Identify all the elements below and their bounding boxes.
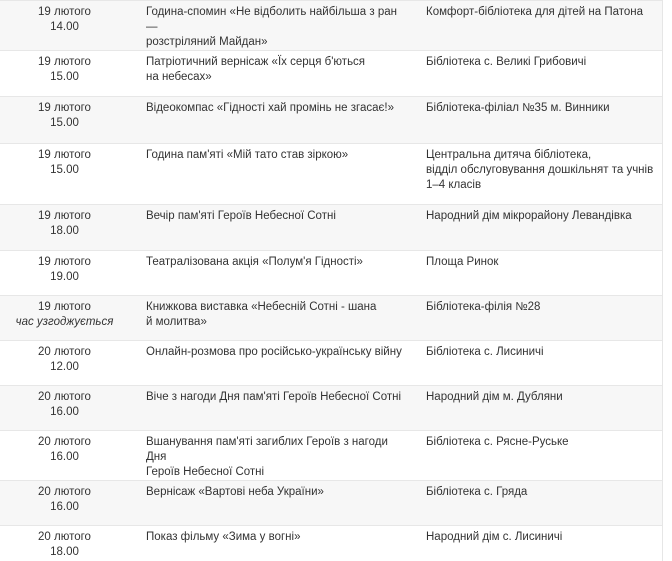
- event-title-line: на небесах»: [146, 71, 212, 83]
- event-title-line: Година пам'яті «Мій тато став зіркою»: [146, 149, 349, 161]
- table-row: [0, 341, 663, 386]
- table-row: [0, 386, 663, 431]
- event-title-line: Віче з нагоди Дня пам'яті Героїв Небесної Сотні: [146, 391, 402, 403]
- event-cell: [133, 431, 413, 481]
- event-cell: [133, 1, 413, 51]
- date-cell: [0, 97, 133, 144]
- event-time: 12.00: [50, 361, 79, 373]
- event-title-line: Книжкова виставка «Небесній Сотні - шана: [146, 301, 377, 313]
- place-cell: [413, 296, 663, 341]
- date-cell: [0, 51, 133, 97]
- event-place-line: Бібліотека-філіал №35 м. Винники: [426, 102, 610, 114]
- event-cell: [133, 144, 413, 205]
- event-date: 20 лютого: [38, 486, 91, 498]
- date-cell: [0, 144, 133, 205]
- table-row: [0, 296, 663, 341]
- event-time: 19.00: [50, 271, 79, 283]
- date-cell: [0, 341, 133, 386]
- place-cell: [413, 341, 663, 386]
- table-row: [0, 51, 663, 97]
- place-cell: [413, 1, 663, 51]
- date-cell: [0, 205, 133, 251]
- event-title-line: Відеокомпас «Гідності хай промінь не згасає!»: [146, 102, 394, 114]
- place-cell: [413, 51, 663, 97]
- event-title-line: Вечір пам'яті Героїв Небесної Сотні: [146, 210, 336, 222]
- place-cell: [413, 205, 663, 251]
- table-row: [0, 251, 663, 296]
- event-date: 20 лютого: [38, 391, 91, 403]
- event-title-line: й молитва»: [146, 316, 207, 328]
- event-place-line: Бібліотека с. Рясне-Руське: [426, 436, 569, 448]
- event-time: 18.00: [50, 546, 79, 558]
- event-date: 19 лютого: [38, 301, 91, 313]
- event-cell: [133, 526, 413, 561]
- event-title-line: Вшанування пам'яті загиблих Героїв з нагоди Дня: [146, 436, 388, 463]
- event-date: 20 лютого: [38, 346, 91, 358]
- event-cell: [133, 51, 413, 97]
- event-time: час узгоджується: [15, 316, 114, 328]
- table-row: [0, 144, 663, 205]
- event-time: 15.00: [50, 164, 79, 176]
- event-cell: [133, 97, 413, 144]
- event-time: 16.00: [50, 501, 79, 513]
- event-date: 19 лютого: [38, 56, 91, 68]
- place-cell: [413, 97, 663, 144]
- date-cell: [0, 251, 133, 296]
- event-date: 19 лютого: [38, 256, 91, 268]
- event-title-line: Онлайн-розмова про російсько-українську війну: [146, 346, 402, 358]
- place-cell: [413, 251, 663, 296]
- table-row: [0, 1, 663, 51]
- event-date: 19 лютого: [38, 102, 91, 114]
- event-place-line: Площа Ринок: [426, 256, 499, 268]
- event-title-line: Показ фільму «Зима у вогні»: [146, 531, 301, 543]
- event-date: 19 лютого: [38, 6, 91, 18]
- event-time: 15.00: [50, 71, 79, 83]
- event-title-line: Героїв Небесної Сотні: [146, 466, 265, 478]
- event-place-line: 1–4 класів: [426, 179, 482, 191]
- event-title-line: Година-спомин «Не відболить найбільша з ран —: [146, 6, 397, 33]
- table-row: [0, 431, 663, 481]
- events-table-body: [0, 1, 663, 561]
- place-cell: [413, 431, 663, 481]
- event-cell: [133, 341, 413, 386]
- event-cell: [133, 296, 413, 341]
- event-title-line: Патріотичний вернісаж «Їх серця б'ються: [146, 56, 366, 68]
- event-place-line: Народний дім м. Дубляни: [426, 391, 563, 403]
- date-cell: [0, 386, 133, 431]
- date-cell: [0, 431, 133, 481]
- event-time: 15.00: [50, 117, 79, 129]
- date-cell: [0, 1, 133, 51]
- event-place-line: Народний дім мікрорайону Левандівка: [426, 210, 632, 222]
- event-place-line: Народний дім с. Лисиничі: [426, 531, 563, 543]
- event-cell: [133, 205, 413, 251]
- event-place-line: Бібліотека с. Великі Грибовичі: [426, 56, 587, 68]
- event-date: 20 лютого: [38, 531, 91, 543]
- event-cell: [133, 386, 413, 431]
- table-row: [0, 97, 663, 144]
- date-cell: [0, 526, 133, 561]
- table-row: [0, 205, 663, 251]
- event-place-line: відділ обслуговування дошкільнят та учнів: [426, 164, 654, 176]
- event-time: 18.00: [50, 225, 79, 237]
- place-cell: [413, 386, 663, 431]
- event-date: 19 лютого: [38, 149, 91, 161]
- event-date: 19 лютого: [38, 210, 91, 222]
- event-place-line: Комфорт-бібліотека для дітей на Патона: [426, 6, 644, 18]
- place-cell: [413, 144, 663, 205]
- place-cell: [413, 526, 663, 561]
- event-place-line: Центральна дитяча бібліотека,: [426, 149, 592, 161]
- event-title-line: Вернісаж «Вартові неба України»: [146, 486, 324, 498]
- event-place-line: Бібліотека с. Лисиничі: [426, 346, 544, 358]
- event-cell: [133, 251, 413, 296]
- event-time: 16.00: [50, 406, 79, 418]
- place-cell: [413, 481, 663, 526]
- event-place-line: Бібліотека-філія №28: [426, 301, 541, 313]
- event-cell: [133, 481, 413, 526]
- table-row: [0, 481, 663, 526]
- event-time: 16.00: [50, 451, 79, 463]
- table-row: [0, 526, 663, 561]
- date-cell: [0, 296, 133, 341]
- event-title-line: Театралізована акція «Полум'я Гідності»: [146, 256, 363, 268]
- date-cell: [0, 481, 133, 526]
- event-place-line: Бібліотека с. Гряда: [426, 486, 528, 498]
- event-time: 14.00: [50, 21, 79, 33]
- event-date: 20 лютого: [38, 436, 91, 448]
- event-title-line: розстріляний Майдан»: [146, 36, 268, 48]
